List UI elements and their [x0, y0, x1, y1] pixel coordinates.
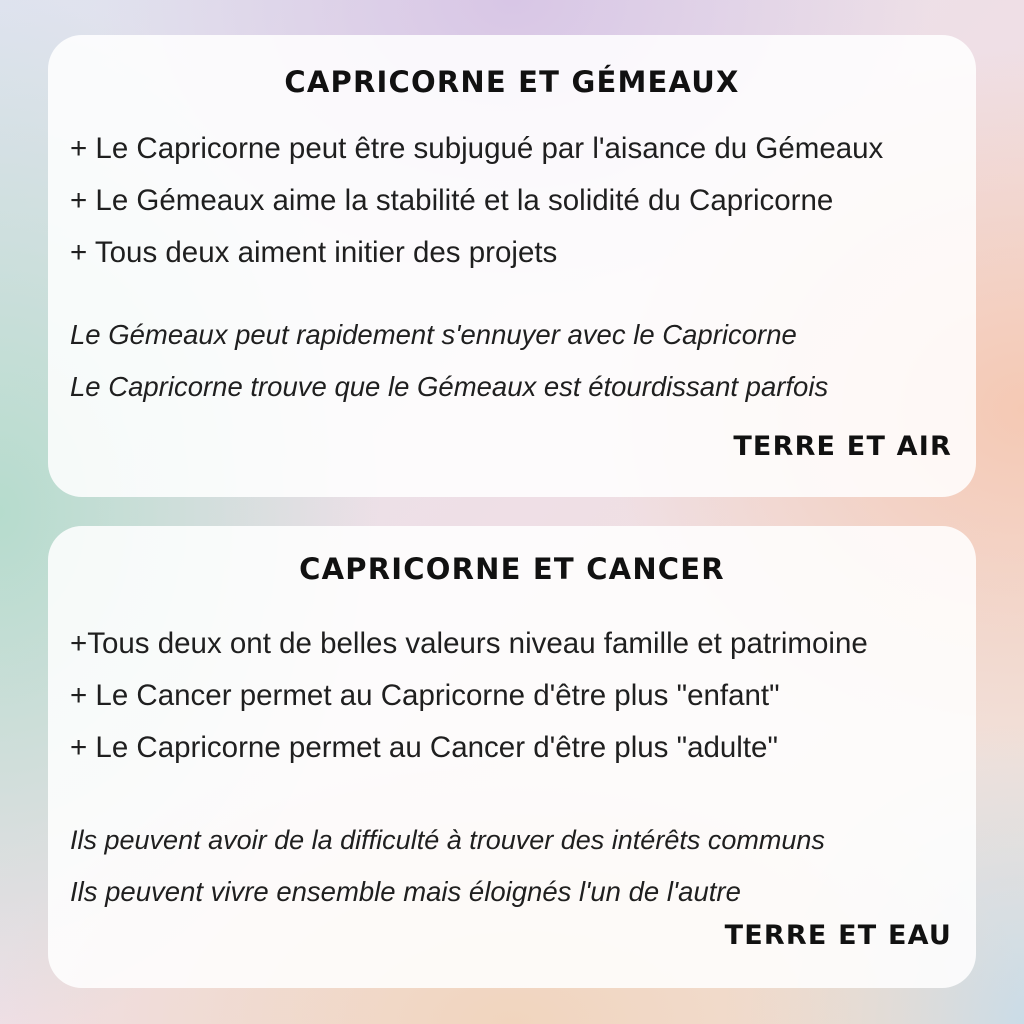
- compatibility-card-capricorne-gemeaux: [48, 35, 976, 497]
- positive-point: + Le Capricorne permet au Cancer d'être plus "adulte": [70, 731, 778, 764]
- negative-point: Ils peuvent vivre ensemble mais éloignés l'un de l'autre: [70, 876, 741, 907]
- element-label: TERRE ET AIR: [733, 431, 952, 462]
- positive-point: +Tous deux ont de belles valeurs niveau famille et patrimoine: [70, 627, 868, 660]
- card-title: CAPRICORNE ET CANCER: [299, 552, 725, 586]
- negative-point: Le Gémeaux peut rapidement s'ennuyer avec le Capricorne: [70, 319, 797, 350]
- positive-point: + Le Capricorne peut être subjugué par l'aisance du Gémeaux: [70, 132, 884, 165]
- element-label: TERRE ET EAU: [724, 920, 952, 951]
- card-title: CAPRICORNE ET GÉMEAUX: [284, 65, 740, 99]
- positive-points-list: [70, 123, 956, 279]
- positive-point: + Le Cancer permet au Capricorne d'être plus "enfant": [70, 679, 780, 712]
- negative-point: Le Capricorne trouve que le Gémeaux est étourdissant parfois: [70, 371, 829, 402]
- compatibility-card-capricorne-cancer: [48, 526, 976, 988]
- negative-point: Ils peuvent avoir de la difficulté à trouver des intérêts communs: [70, 825, 825, 855]
- negative-points-list: [70, 309, 956, 413]
- negative-points-list: [70, 814, 956, 918]
- positive-point: + Tous deux aiment initier des projets: [70, 236, 558, 269]
- positive-points-list: [70, 618, 956, 774]
- positive-point: + Le Gémeaux aime la stabilité et la solidité du Capricorne: [70, 184, 834, 217]
